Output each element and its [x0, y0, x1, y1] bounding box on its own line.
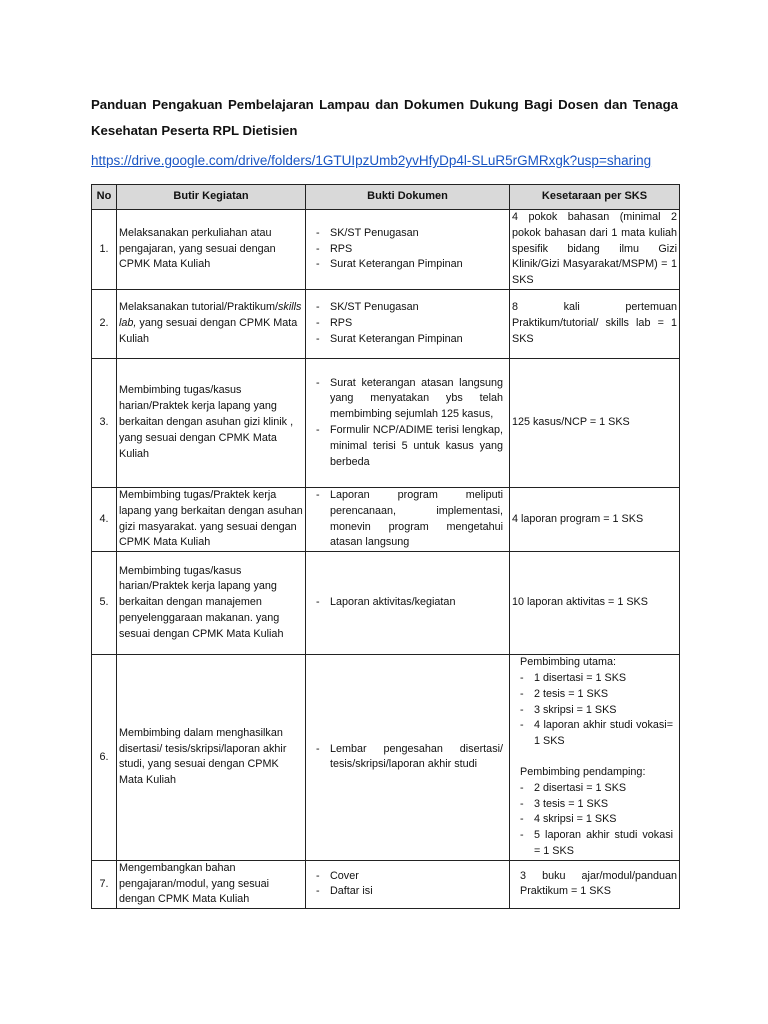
row-no: 3.	[92, 358, 117, 487]
kesetaraan-item: - 5 laporan akhir studi vokasi = 1 SKS	[520, 828, 673, 860]
bukti-item: - Formulir NCP/ADIME terisi lengkap, minimal terisi 5 untuk kasus yang berbeda	[316, 423, 503, 470]
row-kesetaraan: 4 laporan program = 1 SKS	[510, 487, 680, 551]
row-butir: Membimbing dalam menghasilkan disertasi/ tesis/skripsi/laporan akhir studi, yang sesuai dengan CPMK Mata Kuliah	[117, 655, 306, 861]
bukti-item: - Surat Keterangan Pimpinan	[316, 332, 503, 348]
bukti-item: - Cover	[316, 869, 503, 885]
table-row	[92, 655, 680, 861]
table-row	[92, 552, 680, 655]
bukti-item: - SK/ST Penugasan	[316, 226, 503, 242]
pembimbing-pendamping-group	[512, 765, 677, 860]
kesetaraan-item: - 3 skripsi = 1 SKS	[520, 703, 673, 719]
row-bukti	[306, 358, 510, 487]
bukti-item: - SK/ST Penugasan	[316, 300, 503, 316]
header-no: No	[92, 185, 117, 210]
bukti-item: - Laporan aktivitas/kegiatan	[316, 595, 503, 611]
bukti-item: - Lembar pengesahan disertasi/ tesis/skripsi/laporan akhir studi	[316, 742, 503, 774]
pembimbing-utama-title: Pembimbing utama:	[520, 656, 617, 669]
header-butir: Butir Kegiatan	[117, 185, 306, 210]
row-kesetaraan: 8 kali pertemuan Praktikum/tutorial/ skills lab = 1 SKS	[510, 289, 680, 358]
row-butir: Membimbing tugas/kasus harian/Praktek kerja lapang yang berkaitan dengan manajemen penyelenggaraan makanan. yang sesuai dengan CPMK Mata Kuliah	[117, 552, 306, 655]
row-no: 4.	[92, 487, 117, 551]
drive-link[interactable]: https://drive.google.com/drive/folders/1GTUIpzUmb2yvHfyDp4l-SLuR5rGMRxgk?usp=sharing	[91, 153, 652, 168]
row-kesetaraan: 4 pokok bahasan (minimal 2 pokok bahasan dari 1 mata kuliah spesifik bidang ilmu Gizi Klinik/Gizi Masyarakat/MSPM) = 1 SKS	[510, 210, 680, 290]
row-bukti	[306, 487, 510, 551]
butir-italic-text: skills lab,	[119, 301, 302, 330]
row-kesetaraan	[510, 655, 680, 861]
bukti-item: - RPS	[316, 242, 503, 258]
rpl-table	[91, 184, 680, 909]
row-bukti	[306, 860, 510, 908]
kesetaraan-item: - 1 disertasi = 1 SKS	[520, 671, 673, 687]
row-kesetaraan: 3 buku ajar/modul/panduan Praktikum = 1 SKS	[510, 860, 680, 908]
row-butir: Melaksanakan perkuliahan atau pengajaran, yang sesuai dengan CPMK Mata Kuliah	[117, 210, 306, 290]
header-kesetaraan: Kesetaraan per SKS	[510, 185, 680, 210]
row-no: 7.	[92, 860, 117, 908]
title-line-1: Panduan Pengakuan Pembelajaran Lampau dan Dokumen Dukung Bagi Dosen dan Tenaga	[91, 97, 678, 112]
pembimbing-utama-group	[512, 655, 677, 750]
bukti-item: - RPS	[316, 316, 503, 332]
kesetaraan-item: - 2 disertasi = 1 SKS	[520, 781, 673, 797]
kesetaraan-item: - 4 skripsi = 1 SKS	[520, 812, 673, 828]
table-row	[92, 358, 680, 487]
row-no: 2.	[92, 289, 117, 358]
row-butir: Mengembangkan bahan pengajaran/modul, yang sesuai dengan CPMK Mata Kuliah	[117, 860, 306, 908]
butir-text: Melaksanakan tutorial/Praktikum/	[119, 301, 279, 314]
row-kesetaraan: 125 kasus/NCP = 1 SKS	[510, 358, 680, 487]
title-line-2: Kesehatan Peserta RPL Dietisien	[91, 123, 298, 138]
table-row	[92, 210, 680, 290]
bukti-item: - Daftar isi	[316, 884, 503, 900]
kesetaraan-item: - 4 laporan akhir studi vokasi= 1 SKS	[520, 718, 673, 750]
header-bukti: Bukti Dokumen	[306, 185, 510, 210]
row-bukti	[306, 289, 510, 358]
table-row	[92, 487, 680, 551]
row-butir	[117, 289, 306, 358]
row-bukti	[306, 552, 510, 655]
pembimbing-pendamping-title: Pembimbing pendamping:	[520, 765, 646, 778]
row-kesetaraan: 10 laporan aktivitas = 1 SKS	[510, 552, 680, 655]
row-no: 6.	[92, 655, 117, 861]
kesetaraan-item: - 3 tesis = 1 SKS	[520, 797, 673, 813]
butir-text: yang sesuai dengan CPMK Mata Kuliah	[119, 317, 298, 345]
row-butir: Membimbing tugas/Praktek kerja lapang yang berkaitan dengan asuhan gizi masyarakat. yang sesuai dengan CPMK Mata Kuliah	[117, 487, 306, 551]
row-bukti	[306, 655, 510, 861]
table-row	[92, 289, 680, 358]
table-header-row	[92, 185, 680, 210]
row-no: 1.	[92, 210, 117, 290]
table-row	[92, 860, 680, 908]
document-title	[91, 92, 678, 144]
bukti-item: - Laporan program meliputi perencanaan, implementasi, monevin program mengetahui atasan langsung	[316, 488, 503, 551]
row-no: 5.	[92, 552, 117, 655]
row-butir: Membimbing tugas/kasus harian/Praktek kerja lapang yang berkaitan dengan asuhan gizi klinik , yang sesuai dengan CPMK Mata Kuliah	[117, 358, 306, 487]
bukti-item: - Surat Keterangan Pimpinan	[316, 257, 503, 273]
bukti-item: - Surat keterangan atasan langsung yang menyatakan ybs telah membimbing sejumlah 125 kasus,	[316, 376, 503, 423]
row-bukti	[306, 210, 510, 290]
kesetaraan-item: - 2 tesis = 1 SKS	[520, 687, 673, 703]
